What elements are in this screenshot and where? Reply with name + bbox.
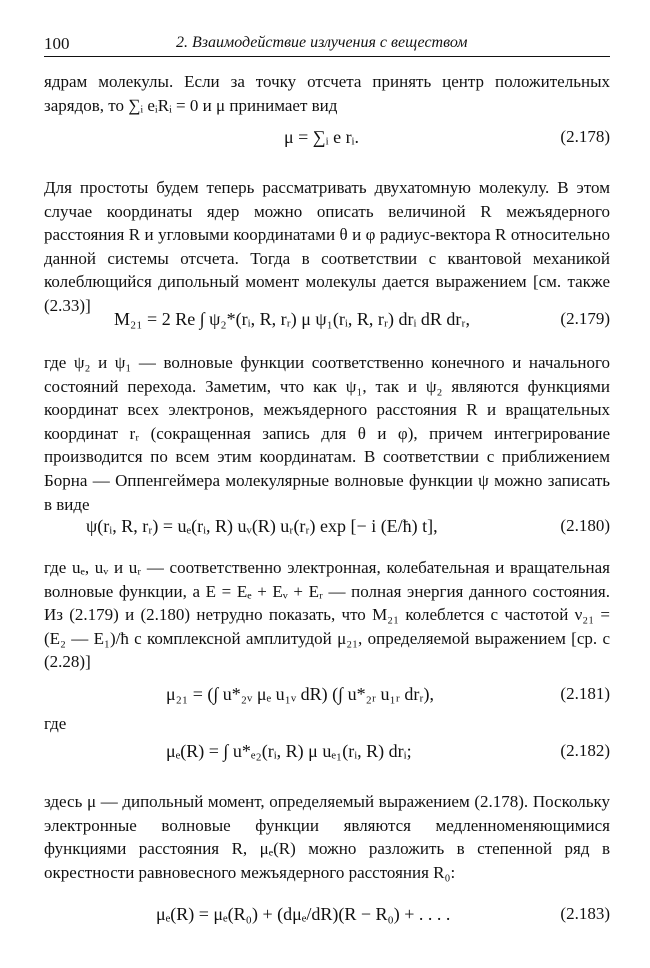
equation-number: (2.183) xyxy=(560,904,610,923)
equation-2-179 xyxy=(44,309,610,341)
running-header xyxy=(44,34,610,57)
equation-formula: μ₂₁ = (∫ u*₂ᵥ μₑ u₁ᵥ dR) (∫ u*₂ᵣ u₁ᵣ drᵣ), xyxy=(166,684,435,704)
equation-number: (2.181) xyxy=(560,684,610,703)
page-number: 100 xyxy=(44,34,70,53)
equation-formula: μₑ(R) = μₑ(R₀) + (dμₑ/dR)(R − R₀) + . . . . xyxy=(156,904,451,924)
equation-2-181 xyxy=(44,684,610,716)
equation-number: (2.182) xyxy=(560,741,610,760)
paragraph-1: ядрам молекулы. Если за точку отсчета принять центр положительных зарядов, то ∑ᵢ eᵢRᵢ = 0 и μ принимает вид xyxy=(44,72,610,115)
paragraph-2: Для простоты будем теперь рассматривать двухатомную молекулу. В этом случае координаты ядер можно описать величиной R межъядерного расстояния R и угловыми координатами θ и φ радиус-вектора R относительно данной системы отсчета. Тогда в соответствии с квантовой механикой колеблющийся дипольный момент молекулы дается выражением [см. также (2.33)] xyxy=(44,178,610,315)
equation-2-178 xyxy=(44,127,610,159)
paragraph-3: где ψ₂ и ψ₁ — волновые функции соответственно конечного и начального состояний перехода. Заметим, что как ψ₁, так и ψ₂ являются функциями координат всех электронов, межъядерного расстояния R и вращательных координат rᵣ (сокращенная запись для θ и φ), причем интегрирование производится по всем этим координатам. В соответствии с приближением Борна — Оппенгеймера молекулярные волновые функции ψ можно записать в виде xyxy=(44,353,610,514)
equation-formula: μₑ(R) = ∫ u*ₑ₂(rᵢ, R) μ uₑ₁(rᵢ, R) drᵢ; xyxy=(166,741,412,761)
paragraph-6: здесь μ — дипольный момент, определяемый выражением (2.178). Поскольку электронные волновые функции являются медленноменяющимися функциями расстояния R, μₑ(R) можно разложить в степенной ряд в окрестности равновесного межъядерного расстояния R₀: xyxy=(44,792,610,882)
equation-formula: μ = ∑ᵢ e rᵢ. xyxy=(284,127,360,147)
equation-number: (2.179) xyxy=(560,309,610,328)
where-label: где xyxy=(44,714,67,733)
equation-2-183 xyxy=(44,904,610,936)
equation-formula: ψ(rᵢ, R, rᵣ) = uₑ(rᵢ, R) uᵥ(R) uᵣ(rᵣ) exp [− i (E/ħ) t], xyxy=(86,516,438,536)
equation-number: (2.178) xyxy=(560,127,610,146)
paragraph-4: где uₑ, uᵥ и uᵣ — соответственно электронная, колебательная и вращательная волновые функции, а E = Eₑ + Eᵥ + Eᵣ — полная энергия данного состояния. Из (2.179) и (2.180) нетрудно показать, что M₂₁ колеблется с частотой ν₂₁ = (E₂ — E₁)/ħ с комплексной амплитудой μ₂₁, определяемой выражением [ср. с (2.28)] xyxy=(44,558,610,672)
equation-2-180 xyxy=(44,516,610,548)
equation-formula: M₂₁ = 2 Re ∫ ψ₂*(rᵢ, R, rᵣ) μ ψ₁(rᵢ, R, rᵣ) drᵢ dR drᵣ, xyxy=(114,309,471,329)
equation-2-182 xyxy=(44,741,610,773)
equation-number: (2.180) xyxy=(560,516,610,535)
running-title: 2. Взаимодействие излучения с веществом xyxy=(176,34,468,51)
